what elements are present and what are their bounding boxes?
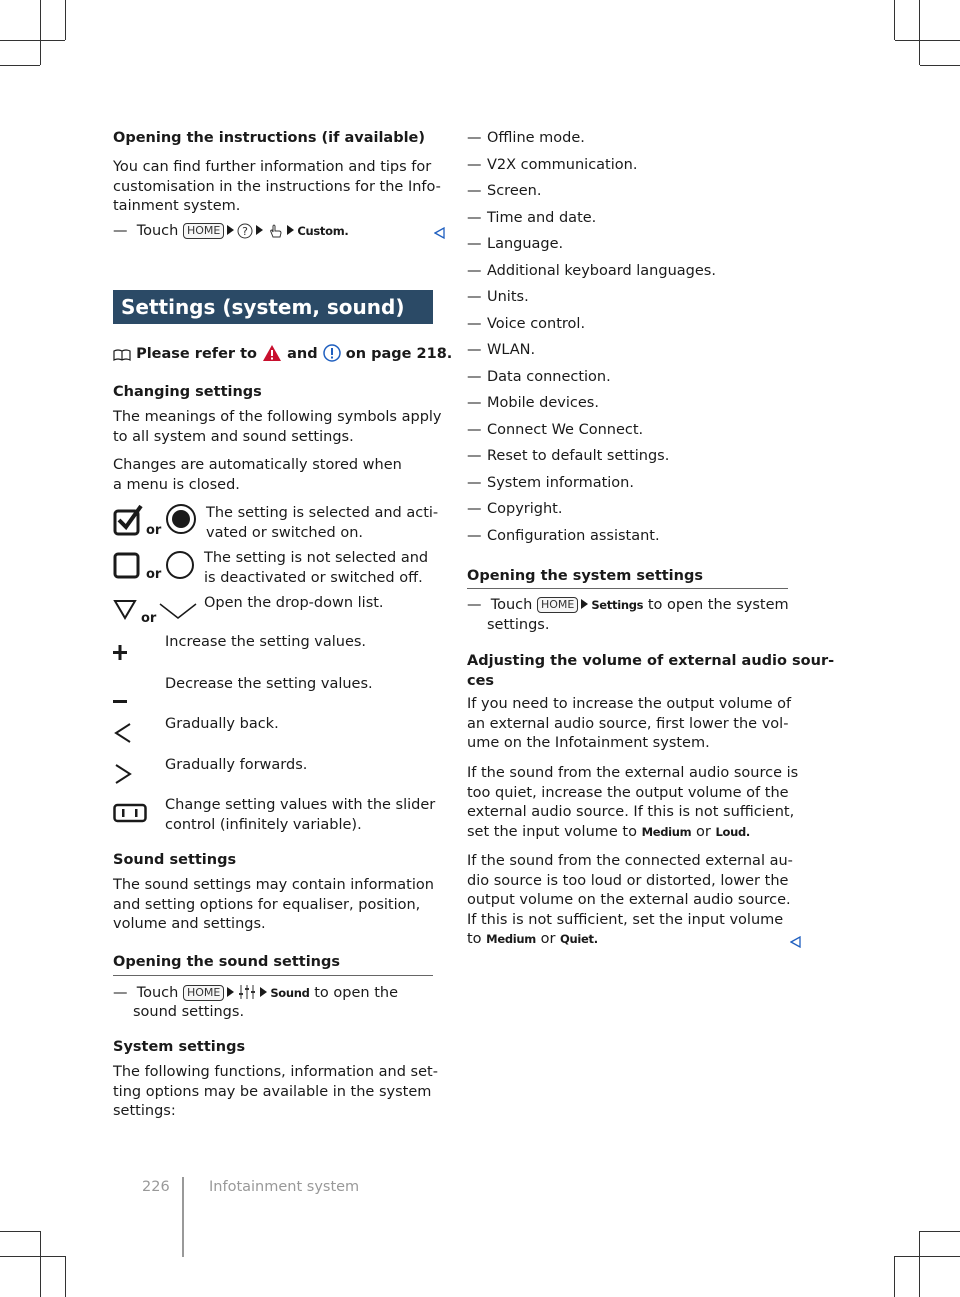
crop-mark <box>0 1256 65 1257</box>
dash: — <box>467 597 482 613</box>
crop-mark <box>0 1231 40 1232</box>
text-line: dio source is too loud or distorted, lower the <box>467 872 789 889</box>
divider <box>467 588 788 589</box>
system-heading: System settings <box>113 1039 246 1055</box>
settings-line2: settings. <box>487 617 550 633</box>
opening-system-heading: Opening the system settings <box>467 568 703 584</box>
list-item: — Copyright. <box>467 501 563 517</box>
sound-touch-suffix: to open the <box>314 985 398 1001</box>
chevron-right-icon <box>113 763 133 789</box>
touch-label: Touch <box>136 985 179 1001</box>
arrow-right-icon <box>227 225 234 235</box>
list-item: — System information. <box>467 474 634 491</box>
text-line: You can find further information and tips for <box>113 159 432 175</box>
quiet-label: Quiet. <box>560 932 598 946</box>
symbol-desc <box>204 549 428 588</box>
list-item: — Voice control. <box>467 315 586 332</box>
symbol-desc <box>165 675 373 695</box>
svg-text:?: ? <box>242 225 249 238</box>
or-label: or <box>146 567 162 582</box>
medium-label: Medium <box>486 932 536 946</box>
text-line: set the input volume to Medium or Loud. <box>467 823 750 840</box>
text-line: ume on the Infotainment system. <box>467 735 710 751</box>
page-number: 226 <box>142 1179 170 1195</box>
text-line: Change setting values with the slider <box>165 797 436 813</box>
touch-instruction <box>113 222 348 246</box>
refer-prefix: Please refer to <box>136 346 258 362</box>
text-line: If the sound from the external audio source is <box>467 765 799 781</box>
text-line: If the sound from the connected external au- <box>467 853 793 869</box>
home-key: HOME <box>183 223 224 239</box>
or-label: or <box>141 611 157 626</box>
checkbox-checked-icon <box>113 503 143 541</box>
radio-unselected-icon <box>165 550 197 586</box>
text-line: ting options may be available in the system <box>113 1083 432 1100</box>
opening-sound-heading: Opening the sound settings <box>113 954 341 970</box>
crop-mark <box>0 65 40 66</box>
sound-touch-line2: sound settings. <box>133 1004 245 1020</box>
crop-mark <box>0 40 65 41</box>
sound-text <box>113 876 434 935</box>
symbol-desc <box>165 633 366 653</box>
dash: — <box>113 223 128 239</box>
system-text <box>113 1063 438 1122</box>
chevron-down-icon <box>158 600 198 626</box>
opening-instructions-heading: Opening the instructions (if available) <box>113 130 426 146</box>
list-item: — Connect We Connect. <box>467 421 644 438</box>
crop-mark <box>65 0 66 40</box>
text-line: If this is not sufficient, set the input volume <box>467 911 784 928</box>
text-line: The following functions, information and set- <box>113 1064 438 1080</box>
list-item: — Additional keyboard languages. <box>467 262 716 279</box>
text-line: The setting is selected and acti- <box>206 505 439 521</box>
symbol-desc <box>165 796 435 835</box>
stored-text <box>113 456 402 495</box>
text-line: to all system and sound settings. <box>113 428 354 445</box>
changing-text <box>113 408 442 447</box>
crop-mark <box>919 1231 920 1297</box>
crop-mark <box>894 0 895 40</box>
or-label: or <box>146 523 162 538</box>
crop-mark <box>895 40 960 41</box>
list-item: — Mobile devices. <box>467 395 599 411</box>
changing-heading: Changing settings <box>113 384 262 400</box>
custom-label: Custom. <box>297 224 349 238</box>
crop-mark <box>919 0 920 65</box>
list-item: — Language. <box>467 236 564 252</box>
text-line: Increase the setting values. <box>165 634 367 650</box>
text-line: ces <box>467 672 495 689</box>
text-line: The sound settings may contain information <box>113 877 434 893</box>
help-icon <box>237 223 253 246</box>
book-icon <box>113 348 131 369</box>
text-line: Open the drop-down list. <box>204 595 384 611</box>
adjusting-text2 <box>467 764 798 842</box>
arrow-right-icon <box>287 225 294 235</box>
list-item: — Configuration assistant. <box>467 527 660 544</box>
text-line: a menu is closed. <box>113 476 240 493</box>
list-item: — V2X communication. <box>467 156 638 173</box>
crop-mark <box>65 1256 66 1297</box>
dash: — <box>113 985 128 1001</box>
text-line: Adjusting the volume of external audio sour- <box>467 653 835 669</box>
text-line: external audio source. If this is not sufficient, <box>467 804 795 820</box>
arrow-right-icon <box>260 987 267 997</box>
list-item: — Reset to default settings. <box>467 448 670 464</box>
settings-touch-instruction <box>467 596 789 616</box>
symbol-desc <box>165 715 279 735</box>
list-item: — WLAN. <box>467 342 536 358</box>
minus-icon <box>113 691 129 710</box>
slider-icon <box>113 802 149 828</box>
symbol-desc <box>206 504 438 543</box>
refer-suffix: on page 218. <box>345 346 453 362</box>
text-line: to Medium or Quiet. <box>467 931 598 947</box>
crop-mark <box>895 1256 960 1257</box>
list-item: — Offline mode. <box>467 130 585 146</box>
list-item: — Units. <box>467 289 529 305</box>
home-key: HOME <box>537 597 578 613</box>
checkbox-unchecked-icon <box>113 552 141 584</box>
touch-hand-icon <box>266 223 284 246</box>
refer-line <box>113 344 452 369</box>
symbol-desc <box>204 594 384 614</box>
adjusting-text3 <box>467 852 793 950</box>
medium-label: Medium <box>641 824 692 839</box>
text-line: volume and settings. <box>113 916 266 932</box>
footer-divider <box>182 1177 184 1257</box>
loud-label: Loud. <box>715 824 750 839</box>
divider <box>113 975 433 976</box>
text-line: Changes are automatically stored when <box>113 457 402 473</box>
info-icon <box>323 344 341 369</box>
text-line: settings: <box>113 1103 176 1119</box>
settings-suffix: to open the system <box>647 597 789 613</box>
home-key: HOME <box>183 985 224 1001</box>
arrow-right-icon <box>256 225 263 235</box>
end-marker-icon <box>790 933 802 952</box>
touch-label: Touch <box>136 223 179 239</box>
symbol-desc <box>165 756 307 776</box>
adjusting-heading <box>467 652 834 691</box>
arrow-right-icon <box>227 987 234 997</box>
crop-mark <box>40 0 41 65</box>
system-settings-list <box>467 129 716 546</box>
list-item: — Time and date. <box>467 209 597 226</box>
text-line: too quiet, increase the output volume of the <box>467 784 789 801</box>
arrow-right-icon <box>581 599 588 609</box>
chevron-left-icon <box>113 722 133 748</box>
dropdown-triangle-icon <box>113 598 137 624</box>
opening-instructions-text <box>113 158 443 217</box>
text-line: tainment system. <box>113 198 241 214</box>
refer-and: and <box>287 346 318 362</box>
text-line: and setting options for equaliser, position, <box>113 896 421 913</box>
text-line: output volume on the external audio source. <box>467 892 791 908</box>
list-item: — Screen. <box>467 183 542 199</box>
warning-icon <box>262 344 282 369</box>
crop-mark <box>894 1256 895 1297</box>
text-line: is deactivated or switched off. <box>204 569 423 586</box>
radio-selected-icon <box>165 503 197 539</box>
text-line: Gradually back. <box>165 716 279 732</box>
adjusting-text1 <box>467 695 791 754</box>
settings-label: Settings <box>591 598 644 612</box>
sound-label: Sound <box>270 986 310 1000</box>
text-line: The setting is not selected and <box>204 550 429 566</box>
text-line: Gradually forwards. <box>165 757 308 773</box>
touch-label: Touch <box>490 597 533 613</box>
text-line: customisation in the instructions for the Info- <box>113 178 441 195</box>
text-line: vated or switched on. <box>206 524 364 541</box>
crop-mark <box>40 1231 41 1297</box>
plus-icon <box>113 645 129 665</box>
text-line: The meanings of the following symbols apply <box>113 409 442 425</box>
text-line: If you need to increase the output volume of <box>467 696 792 712</box>
crop-mark <box>920 65 960 66</box>
footer-section: Infotainment system <box>209 1179 360 1195</box>
list-item: — Data connection. <box>467 368 611 385</box>
section-title: Settings (system, sound) <box>113 290 433 324</box>
text-line: an external audio source, first lower the vol- <box>467 715 789 732</box>
text-line: Decrease the setting values. <box>165 676 373 692</box>
end-marker-icon <box>434 224 446 243</box>
text-line: control (infinitely variable). <box>165 816 362 833</box>
sound-heading: Sound settings <box>113 852 237 868</box>
crop-mark <box>920 1231 960 1232</box>
